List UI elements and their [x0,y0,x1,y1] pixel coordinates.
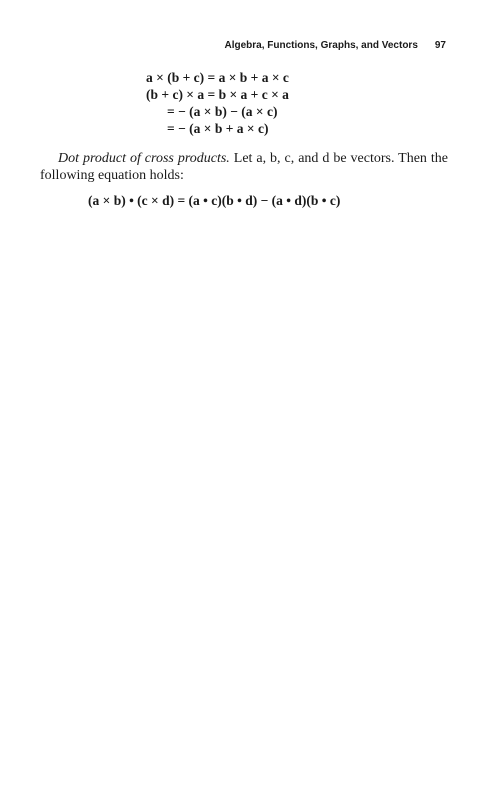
equation-line-3: = − (a × b) − (a × c) [167,104,278,119]
page-number: 97 [434,39,446,51]
equation-line-2: (b + c) × a = b × a + c × a [146,87,289,102]
cross-product-distributive-equations [146,69,446,137]
paragraph-heading: Dot product of cross products. [58,151,234,166]
equation-line-4: = − (a × b + a × c) [167,121,269,136]
body-paragraph [40,150,448,184]
equation-line-1: a × (b + c) = a × b + a × c [146,70,289,85]
dot-product-of-cross-products-equation: (a × b) • (c × d) = (a • c)(b • d) − (a • d)(b • c) [88,193,341,208]
running-title: Algebra, Functions, Graphs, and Vectors [224,39,418,51]
paragraph-body: Let a, b, c, and d be vectors. Then the following equation holds: [40,151,448,183]
running-header [40,37,446,53]
